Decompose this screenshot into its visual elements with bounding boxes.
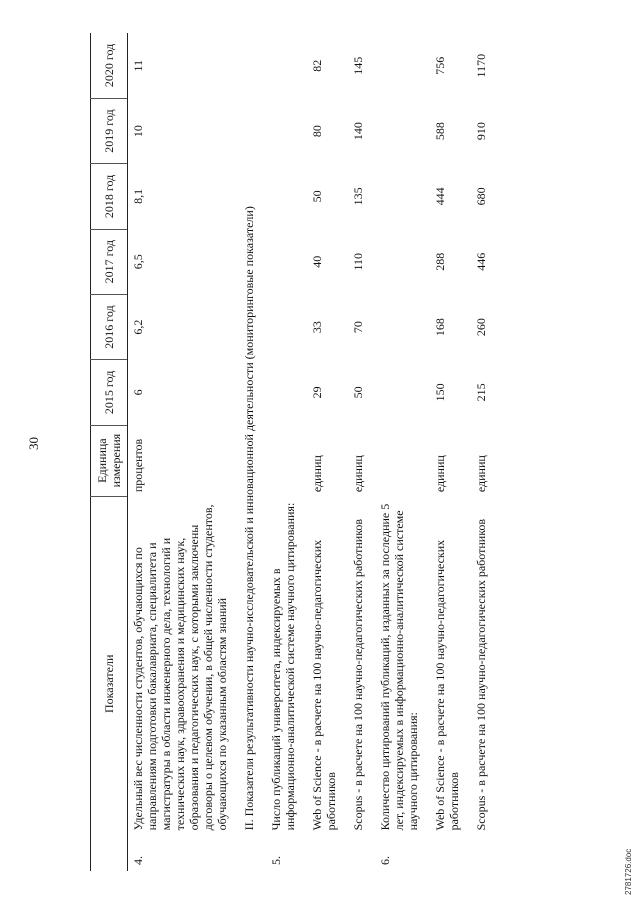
- value-2020: 82: [310, 59, 324, 72]
- row-label: Scopus - в расчете на 100 научно-педагогических работников: [474, 518, 488, 831]
- value-2019: 10: [131, 125, 145, 138]
- value-2017: 40: [310, 255, 324, 268]
- value-2018: 8,1: [131, 188, 145, 204]
- page-number: 30: [26, 437, 41, 450]
- row-unit: единиц: [474, 455, 488, 493]
- value-2015: 29: [310, 386, 324, 399]
- value-2017: 110: [351, 252, 365, 271]
- table-header-row: [91, 33, 128, 871]
- row-label: Web of Science - в расчете на 100 научно-педагогических работников: [310, 539, 338, 831]
- value-2018: 444: [433, 187, 447, 206]
- value-2017: 446: [474, 252, 488, 271]
- header-unit: Единица измерения: [91, 425, 128, 496]
- value-2017: 6,5: [131, 254, 145, 270]
- value-2019: 588: [433, 122, 447, 141]
- value-2016: 6,2: [131, 319, 145, 335]
- value-2015: 215: [474, 383, 488, 402]
- value-2020: 11: [131, 59, 145, 72]
- value-2018: 50: [310, 190, 324, 203]
- value-2016: 168: [433, 318, 447, 337]
- value-2018: 135: [351, 187, 365, 206]
- indicators-table: [90, 33, 491, 871]
- section-heading-row: [232, 33, 266, 871]
- value-2020: 756: [433, 56, 447, 75]
- header-year-2015: 2015 год: [91, 360, 128, 425]
- row-label: Количество цитирований публикаций, изданных за последние 5 лет, индексируемых в информационно-аналитической системе научного цитирования:: [378, 503, 420, 831]
- table-row: [464, 33, 491, 871]
- row-label: Удельный вес численности студентов, обучающихся по направлениям подготовки бакалавриата, специалитета и магистратуры в области инженерного дела, технологий и технических наук, здравоохранения и медицинских наук, образования и педагогических наук, с которыми заключены договоры о целевом обучении, в общей численности студентов, обучающихся по указанным областям знаний: [131, 504, 229, 831]
- row-index: 6.: [378, 856, 392, 865]
- table-row: [266, 33, 300, 871]
- header-year-2017: 2017 год: [91, 229, 128, 294]
- value-2015: 6: [131, 389, 145, 396]
- value-2019: 80: [310, 125, 324, 138]
- row-label: Web of Science - в расчете на 100 научно-педагогических работников: [433, 539, 461, 831]
- header-year-2016: 2016 год: [91, 294, 128, 359]
- header-indicators: Показатели: [91, 496, 128, 871]
- table-row: [300, 33, 341, 871]
- table-row: [423, 33, 464, 871]
- value-2019: 140: [351, 122, 365, 141]
- row-unit: процентов: [131, 438, 145, 493]
- value-2016: 260: [474, 318, 488, 337]
- value-2019: 910: [474, 122, 488, 141]
- row-index: 4.: [131, 856, 145, 865]
- value-2018: 680: [474, 187, 488, 206]
- section-heading: II. Показатели результативности научно-исследовательской и инновационной деятельности (мониторинговые показатели): [242, 206, 256, 831]
- value-2020: 145: [351, 56, 365, 75]
- table-row: [128, 33, 233, 871]
- header-year-2020: 2020 год: [91, 33, 128, 98]
- document-id: 2781726.doc: [624, 848, 633, 895]
- row-label: Число публикаций университета, индексируемых в информационно-аналитической системе научного цитирования:: [269, 502, 297, 831]
- value-2015: 150: [433, 383, 447, 402]
- value-2016: 33: [310, 321, 324, 334]
- row-unit: единиц: [351, 455, 365, 493]
- value-2015: 50: [351, 386, 365, 399]
- value-2020: 1170: [474, 53, 488, 78]
- value-2016: 70: [351, 321, 365, 334]
- row-index: 5.: [269, 856, 283, 865]
- row-unit: единиц: [433, 455, 447, 493]
- table-row: [368, 33, 423, 871]
- value-2017: 288: [433, 252, 447, 271]
- row-label: Scopus - в расчете на 100 научно-педагогических работников: [351, 518, 365, 831]
- table-row: [341, 33, 368, 871]
- row-unit: единиц: [310, 455, 324, 493]
- header-year-2018: 2018 год: [91, 164, 128, 229]
- header-year-2019: 2019 год: [91, 98, 128, 163]
